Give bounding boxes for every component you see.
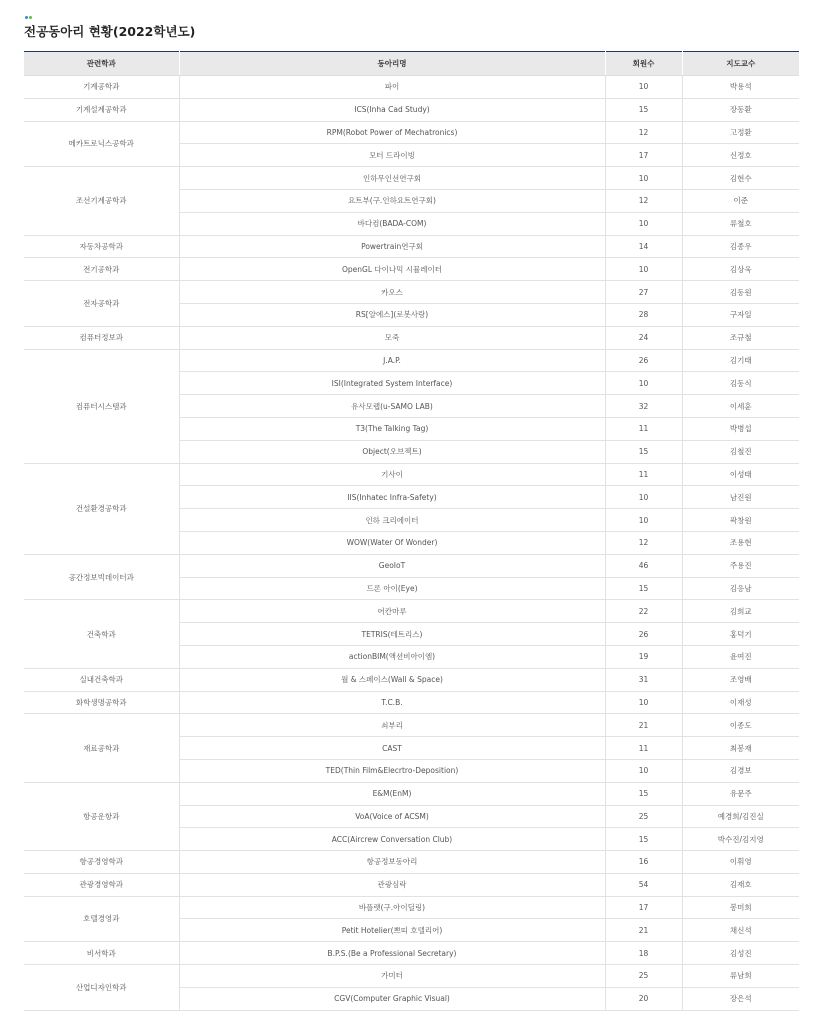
department-cell: 호텔경영과 <box>24 896 179 942</box>
member-count-cell: 32 <box>605 395 682 418</box>
club-name-cell: Object(오브젝트) <box>179 440 605 463</box>
member-count-cell: 18 <box>605 942 682 965</box>
member-count-cell: 14 <box>605 235 682 258</box>
table-row <box>24 851 799 874</box>
department-cell: 비서학과 <box>24 942 179 965</box>
club-name-cell: 가미터 <box>179 965 605 988</box>
club-name-cell: 인하 크리에이터 <box>179 509 605 532</box>
table-row <box>24 600 799 623</box>
member-count-cell: 15 <box>605 828 682 851</box>
table-row <box>24 714 799 737</box>
department-cell: 메카트로닉스공학과 <box>24 121 179 167</box>
header-department: 관련학과 <box>24 52 179 76</box>
table-body <box>24 76 799 1011</box>
advisor-cell: 류남희 <box>682 965 799 988</box>
table-row <box>24 326 799 349</box>
club-name-cell: T.C.B. <box>179 691 605 714</box>
table-row <box>24 76 799 99</box>
advisor-cell: 박용석 <box>682 76 799 99</box>
club-name-cell: TETRIS(테트리스) <box>179 623 605 646</box>
table-row <box>24 349 799 372</box>
member-count-cell: 15 <box>605 782 682 805</box>
member-count-cell: 24 <box>605 326 682 349</box>
table-row <box>24 258 799 281</box>
advisor-cell: 곽창원 <box>682 509 799 532</box>
club-name-cell: 바플렛(구.아이딜링) <box>179 896 605 919</box>
club-name-cell: RS[알에스](로봇사랑) <box>179 303 605 326</box>
advisor-cell: 장은석 <box>682 987 799 1010</box>
club-name-cell: 요트부(구.인하요트연구회) <box>179 189 605 212</box>
member-count-cell: 15 <box>605 98 682 121</box>
department-cell: 컴퓨터정보과 <box>24 326 179 349</box>
advisor-cell: 이종도 <box>682 714 799 737</box>
department-cell: 조선기계공학과 <box>24 167 179 235</box>
advisor-cell: 이휘영 <box>682 851 799 874</box>
club-name-cell: actionBIM(액션비아이엠) <box>179 645 605 668</box>
advisor-cell: 신정호 <box>682 144 799 167</box>
table-row <box>24 98 799 121</box>
club-name-cell: GeoIoT <box>179 554 605 577</box>
advisor-cell: 이재성 <box>682 691 799 714</box>
advisor-cell: 김희교 <box>682 600 799 623</box>
advisor-cell: 김재호 <box>682 873 799 896</box>
club-name-cell: IIS(Inhatec Infra-Safety) <box>179 486 605 509</box>
table-row <box>24 782 799 805</box>
department-cell: 산업디자인학과 <box>24 965 179 1011</box>
table-row <box>24 873 799 896</box>
advisor-cell: 홍덕기 <box>682 623 799 646</box>
department-cell: 건설환경공학과 <box>24 463 179 554</box>
club-name-cell: VoA(Voice of ACSM) <box>179 805 605 828</box>
advisor-cell: 김경보 <box>682 759 799 782</box>
club-name-cell: RPM(Robot Power of Mechatronics) <box>179 121 605 144</box>
table-row <box>24 235 799 258</box>
member-count-cell: 11 <box>605 463 682 486</box>
department-cell: 전기공학과 <box>24 258 179 281</box>
advisor-cell: 조규철 <box>682 326 799 349</box>
member-count-cell: 12 <box>605 121 682 144</box>
club-name-cell: 카오스 <box>179 281 605 304</box>
club-name-cell: 바다컴(BADA-COM) <box>179 212 605 235</box>
table-row <box>24 965 799 988</box>
header-advisor: 지도교수 <box>682 52 799 76</box>
member-count-cell: 12 <box>605 189 682 212</box>
member-count-cell: 26 <box>605 349 682 372</box>
advisor-cell: 김철진 <box>682 440 799 463</box>
advisor-cell: 이세훈 <box>682 395 799 418</box>
department-cell: 항공경영학과 <box>24 851 179 874</box>
table-header-row <box>24 52 799 76</box>
club-name-cell: ICS(Inha Cad Study) <box>179 98 605 121</box>
advisor-cell: 김현수 <box>682 167 799 190</box>
advisor-cell: 박수진/김지영 <box>682 828 799 851</box>
club-name-cell: 유사모랩(u-SAMO LAB) <box>179 395 605 418</box>
member-count-cell: 31 <box>605 668 682 691</box>
table-row <box>24 167 799 190</box>
member-count-cell: 20 <box>605 987 682 1010</box>
member-count-cell: 17 <box>605 896 682 919</box>
club-name-cell: B.P.S.(Be a Professional Secretary) <box>179 942 605 965</box>
advisor-cell: 조영배 <box>682 668 799 691</box>
table-row <box>24 463 799 486</box>
advisor-cell: 조용현 <box>682 531 799 554</box>
table-row <box>24 121 799 144</box>
advisor-cell: 김상욱 <box>682 258 799 281</box>
club-status-table <box>24 51 799 1011</box>
page-title: 전공동아리 현황(2022학년도) <box>24 24 196 39</box>
table-row <box>24 554 799 577</box>
member-count-cell: 27 <box>605 281 682 304</box>
advisor-cell: 예경희/김진실 <box>682 805 799 828</box>
advisor-cell: 구자일 <box>682 303 799 326</box>
advisor-cell: 장동환 <box>682 98 799 121</box>
table-row <box>24 668 799 691</box>
member-count-cell: 26 <box>605 623 682 646</box>
member-count-cell: 19 <box>605 645 682 668</box>
department-cell: 전자공학과 <box>24 281 179 327</box>
advisor-cell: 남진원 <box>682 486 799 509</box>
member-count-cell: 12 <box>605 531 682 554</box>
member-count-cell: 28 <box>605 303 682 326</box>
club-name-cell: E&M(EnM) <box>179 782 605 805</box>
club-name-cell: Petit Hotelier(쁘띠 호텔리어) <box>179 919 605 942</box>
department-cell: 기계설계공학과 <box>24 98 179 121</box>
department-cell: 실내건축학과 <box>24 668 179 691</box>
advisor-cell: 윤여진 <box>682 645 799 668</box>
member-count-cell: 10 <box>605 759 682 782</box>
advisor-cell: 김성진 <box>682 942 799 965</box>
header-club-name: 동아리명 <box>179 52 605 76</box>
club-name-cell: OpenGL 다이나믹 시뮬레이터 <box>179 258 605 281</box>
club-name-cell: 모죽 <box>179 326 605 349</box>
department-cell: 공간정보빅데이터과 <box>24 554 179 600</box>
department-cell: 재료공학과 <box>24 714 179 782</box>
member-count-cell: 22 <box>605 600 682 623</box>
advisor-cell: 봉미희 <box>682 896 799 919</box>
club-name-cell: Powertrain연구회 <box>179 235 605 258</box>
member-count-cell: 10 <box>605 167 682 190</box>
advisor-cell: 김동원 <box>682 281 799 304</box>
member-count-cell: 15 <box>605 440 682 463</box>
header-members: 회원수 <box>605 52 682 76</box>
table-row <box>24 281 799 304</box>
member-count-cell: 11 <box>605 417 682 440</box>
club-name-cell: TED(Thin Film&Elecrtro-Deposition) <box>179 759 605 782</box>
club-name-cell: 드론 아이(Eye) <box>179 577 605 600</box>
advisor-cell: 주용진 <box>682 554 799 577</box>
club-name-cell: 모터 드라이빙 <box>179 144 605 167</box>
member-count-cell: 17 <box>605 144 682 167</box>
club-name-cell: J.A.P. <box>179 349 605 372</box>
table-row <box>24 896 799 919</box>
department-cell: 관광경영학과 <box>24 873 179 896</box>
department-cell: 자동차공학과 <box>24 235 179 258</box>
member-count-cell: 25 <box>605 805 682 828</box>
club-name-cell: WOW(Water Of Wonder) <box>179 531 605 554</box>
club-name-cell: 기사이 <box>179 463 605 486</box>
member-count-cell: 10 <box>605 212 682 235</box>
club-name-cell: ISI(Integrated System Interface) <box>179 372 605 395</box>
club-name-cell: 쇠부리 <box>179 714 605 737</box>
member-count-cell: 10 <box>605 372 682 395</box>
member-count-cell: 16 <box>605 851 682 874</box>
advisor-cell: 고정환 <box>682 121 799 144</box>
department-cell: 건축학과 <box>24 600 179 668</box>
member-count-cell: 21 <box>605 714 682 737</box>
advisor-cell: 최봉재 <box>682 737 799 760</box>
advisor-cell: 류철호 <box>682 212 799 235</box>
advisor-cell: 박병섭 <box>682 417 799 440</box>
club-name-cell: 월 & 스페이스(Wall & Space) <box>179 668 605 691</box>
club-name-cell: 파이 <box>179 76 605 99</box>
department-cell: 컴퓨터시스템과 <box>24 349 179 463</box>
title-bullet-icon <box>25 16 33 19</box>
member-count-cell: 10 <box>605 509 682 532</box>
club-name-cell: CGV(Computer Graphic Visual) <box>179 987 605 1010</box>
advisor-cell: 이성태 <box>682 463 799 486</box>
advisor-cell: 김종우 <box>682 235 799 258</box>
member-count-cell: 10 <box>605 486 682 509</box>
member-count-cell: 10 <box>605 76 682 99</box>
club-name-cell: 관광심락 <box>179 873 605 896</box>
member-count-cell: 46 <box>605 554 682 577</box>
member-count-cell: 10 <box>605 258 682 281</box>
member-count-cell: 54 <box>605 873 682 896</box>
department-cell: 항공운항과 <box>24 782 179 850</box>
club-name-cell: ACC(Aircrew Conversation Club) <box>179 828 605 851</box>
advisor-cell: 유문주 <box>682 782 799 805</box>
advisor-cell: 김기태 <box>682 349 799 372</box>
table-row <box>24 691 799 714</box>
advisor-cell: 김동식 <box>682 372 799 395</box>
member-count-cell: 10 <box>605 691 682 714</box>
department-cell: 기계공학과 <box>24 76 179 99</box>
member-count-cell: 21 <box>605 919 682 942</box>
club-name-cell: CAST <box>179 737 605 760</box>
member-count-cell: 15 <box>605 577 682 600</box>
advisor-cell: 채신석 <box>682 919 799 942</box>
club-name-cell: 인하무인선연구회 <box>179 167 605 190</box>
club-name-cell: 항공정보동아리 <box>179 851 605 874</box>
advisor-cell: 이준 <box>682 189 799 212</box>
club-name-cell: T3(The Talking Tag) <box>179 417 605 440</box>
department-cell: 화학생명공학과 <box>24 691 179 714</box>
member-count-cell: 25 <box>605 965 682 988</box>
club-name-cell: 어칸마루 <box>179 600 605 623</box>
table-row <box>24 942 799 965</box>
member-count-cell: 11 <box>605 737 682 760</box>
advisor-cell: 김응남 <box>682 577 799 600</box>
